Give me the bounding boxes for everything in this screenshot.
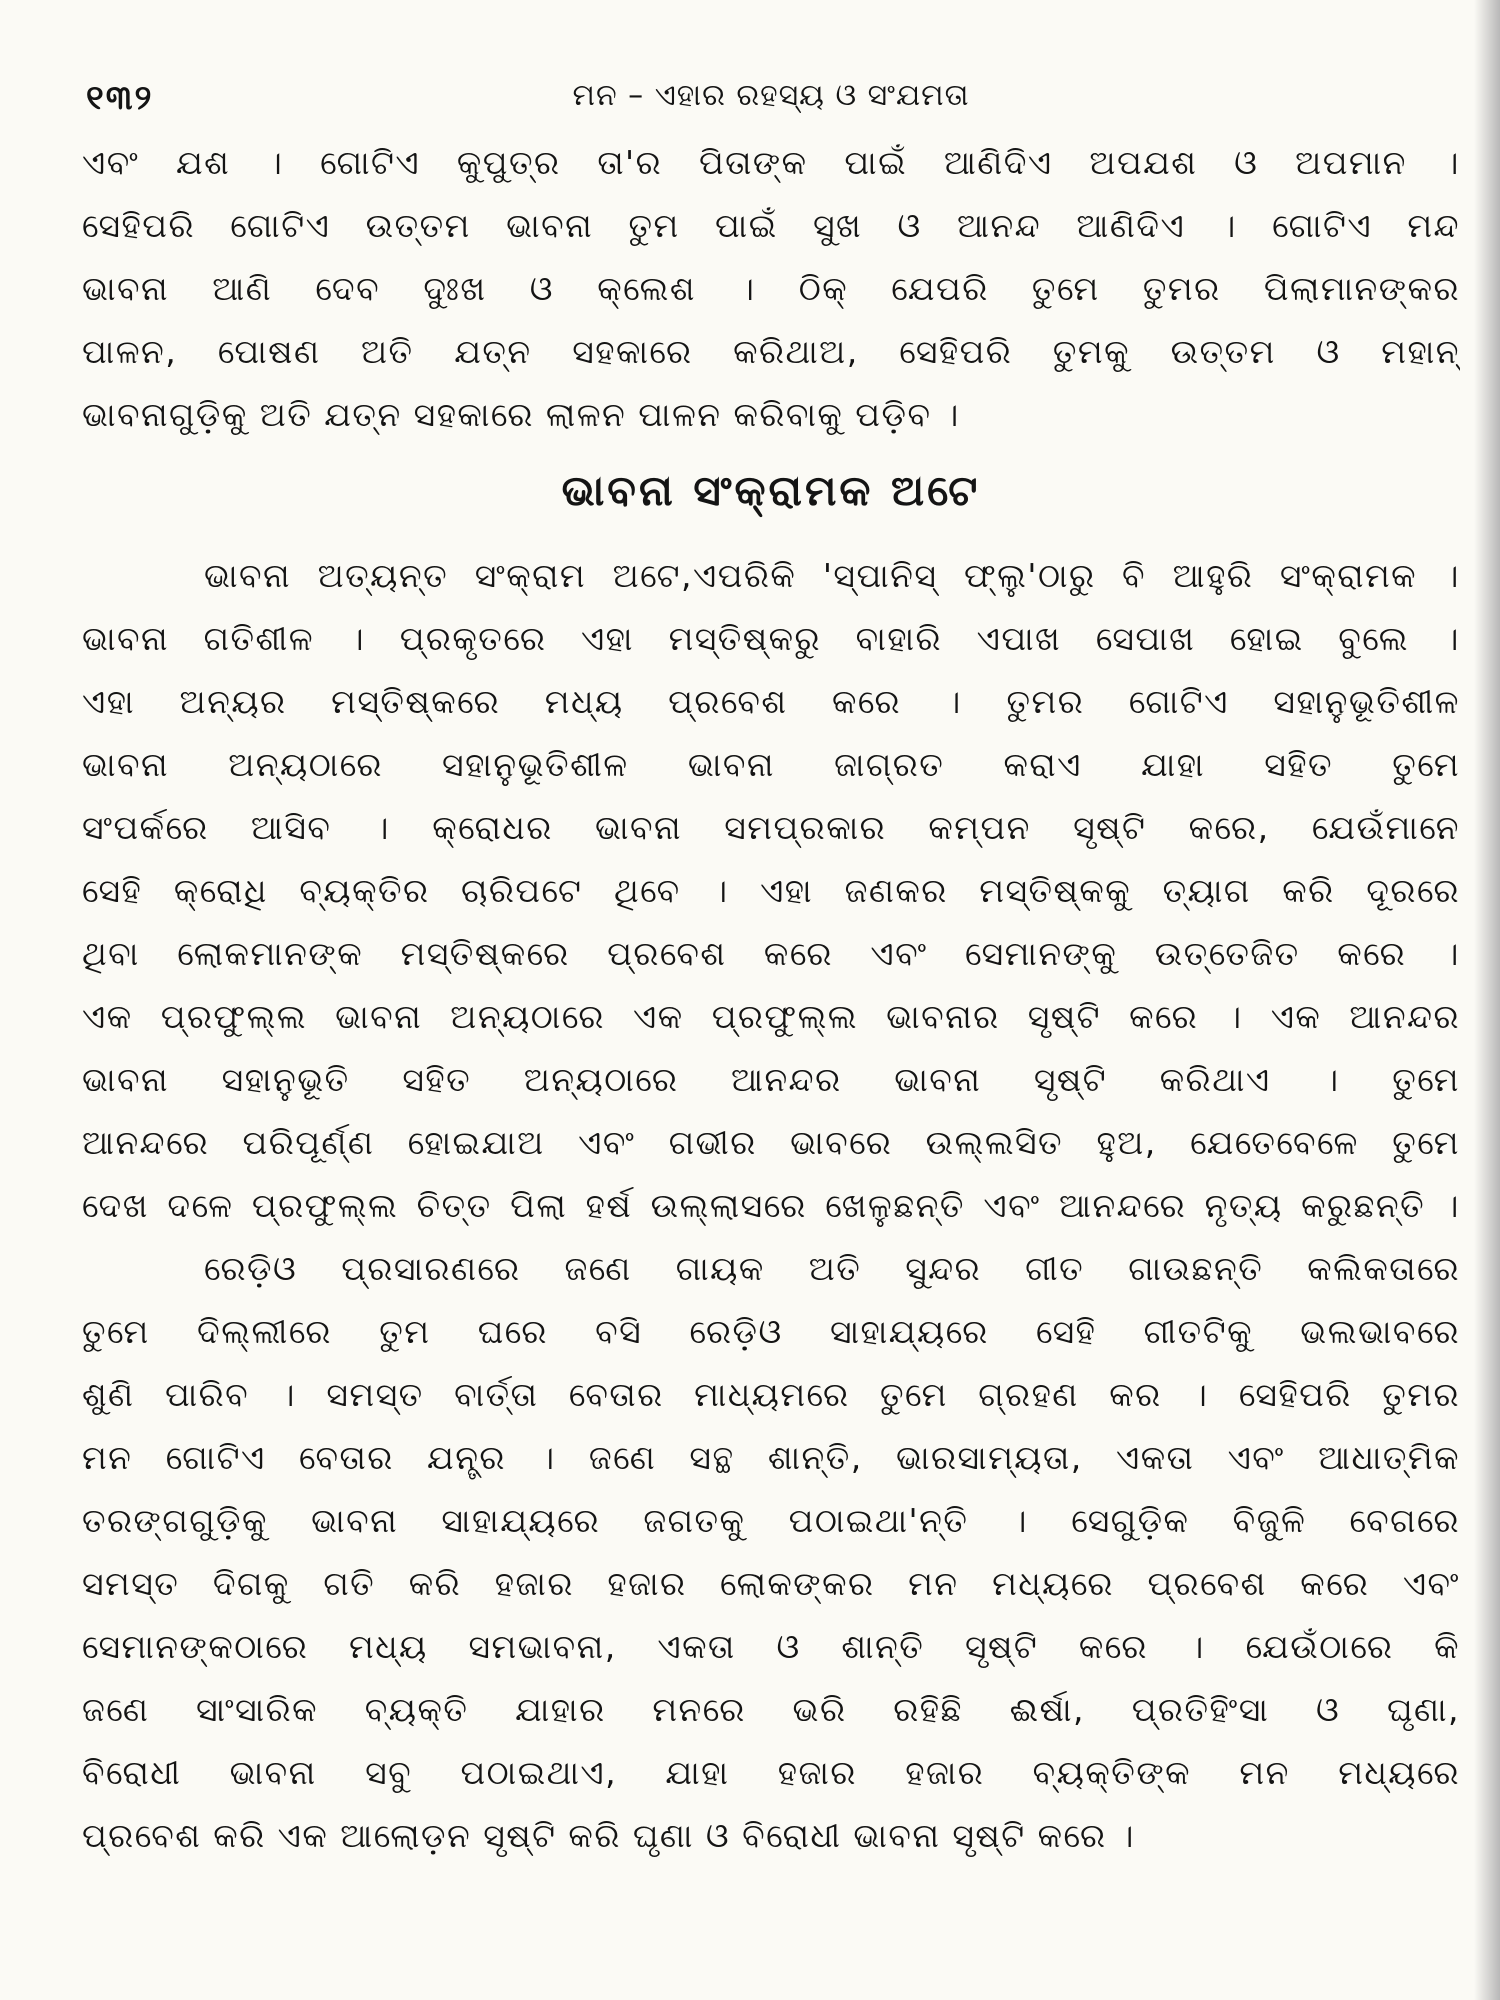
text-line: ଆନନ୍ଦରେ ପରିପୂର୍ଣ୍ଣ ହୋଇଯାଅ ଏବଂ ଗଭୀର ଭାବରେ ଉଲ୍ଲସିତ ହୁଅ, ଯେତେବେଳେ ତୁମେ	[82, 1123, 1460, 1162]
text-line: ସେମାନଙ୍କଠାରେ ମଧ୍ୟ ସମଭାବନା, ଏକତା ଓ ଶାନ୍ତି ସୃଷ୍ଟି କରେ । ଯେଉଁଠାରେ କି	[82, 1627, 1460, 1666]
text-line: ଏକ ପ୍ରଫୁଲ୍ଲ ଭାବନା ଅନ୍ୟଠାରେ ଏକ ପ୍ରଫୁଲ୍ଲ ଭାବନାର ସୃଷ୍ଟି କରେ । ଏକ ଆନନ୍ଦର	[82, 997, 1460, 1036]
page-number: ୧୩୨	[86, 78, 154, 118]
paragraph-1	[82, 553, 1460, 1228]
text-line: ଭାବନା ଅତ୍ୟନ୍ତ ସଂକ୍ରାମ ଅଟେ,ଏପରିକି 'ସ୍ପାନିସ୍ ଫ୍ଲୁ'ଠାରୁ ବି ଆହୁରି ସଂକ୍ରାମକ ।	[204, 556, 1460, 595]
intro-paragraph	[82, 140, 1460, 437]
text-line: ଦେଖ ଦଳେ ପ୍ରଫୁଲ୍ଲ ଚିତ୍ତ ପିଲା ହର୍ଷ ଉଲ୍ଲାସରେ ଖେଳୁଛନ୍ତି ଏବଂ ଆନନ୍ଦରେ ନୃତ୍ୟ କରୁଛନ୍ତି ।	[82, 1186, 1460, 1225]
text-line: ଏବଂ ଯଶ । ଗୋଟିଏ କୁପୁତ୍ର ତା'ର ପିତାଙ୍କ ପାଇଁ ଆଣିଦିଏ ଅପଯଶ ଓ ଅପମାନ ।	[82, 143, 1460, 182]
text-line: ବିରୋଧୀ ଭାବନା ସବୁ ପଠାଇଥାଏ, ଯାହା ହଜାର ହଜାର ବ୍ୟକ୍ତିଙ୍କ ମନ ମଧ୍ୟରେ	[82, 1753, 1460, 1792]
text-line: ତରଙ୍ଗଗୁଡ଼ିକୁ ଭାବନା ସାହାଯ୍ୟରେ ଜଗତକୁ ପଠାଇଥା'ନ୍ତି । ସେଗୁଡ଼ିକ ବିଜୁଳି ବେଗରେ	[82, 1501, 1460, 1540]
text-line: ସେହି କ୍ରୋଧି ବ୍ୟକ୍ତିର ଚାରିପଟେ ଥିବେ । ଏହା ଜଣକର ମସ୍ତିଷ୍କକୁ ତ୍ୟାଗ କରି ଦୂରରେ	[82, 871, 1460, 910]
text-line: ଥିବା ଲୋକମାନଙ୍କ ମସ୍ତିଷ୍କରେ ପ୍ରବେଶ କରେ ଏବଂ ସେମାନଙ୍କୁ ଉତ୍ତେଜିତ କରେ ।	[82, 934, 1460, 973]
text-line: ମନ ଗୋଟିଏ ବେତାର ଯନ୍ତ୍ର । ଜଣେ ସନ୍ଥ ଶାନ୍ତି, ଭାରସାମ୍ୟତା, ଏକତା ଏବଂ ଆଧାତ୍ମିକ	[82, 1438, 1460, 1477]
paragraph-2	[82, 1246, 1460, 1858]
text-line: ପାଳନ, ପୋଷଣ ଅତି ଯତ୍ନ ସହକାରେ କରିଥାଅ, ସେହିପରି ତୁମକୁ ଉତ୍ତମ ଓ ମହାନ୍	[82, 332, 1460, 371]
text-line: ସଂପର୍କରେ ଆସିବ । କ୍ରୋଧର ଭାବନା ସମପ୍ରକାର କମ୍ପନ ସୃଷ୍ଟି କରେ, ଯେଉଁମାନେ	[82, 808, 1460, 847]
running-title: ମନ – ଏହାର ରହସ୍ୟ ଓ ସଂଯମତା	[572, 78, 970, 113]
text-line: ଭାବନାଗୁଡ଼ିକୁ ଅତି ଯତ୍ନ ସହକାରେ ଲାଳନ ପାଳନ କରିବାକୁ ପଡ଼ିବ ।	[82, 395, 960, 434]
section-heading: ଭାବନା ସଂକ୍ରାମକ ଅଟେ	[561, 466, 981, 515]
text-line: ଭାବନା ଗତିଶୀଳ । ପ୍ରକୃତରେ ଏହା ମସ୍ତିଷ୍କରୁ ବାହାରି ଏପାଖ ସେପାଖ ହୋଇ ବୁଲେ ।	[82, 619, 1460, 658]
text-line: ଜଣେ ସାଂସାରିକ ବ୍ୟକ୍ତି ଯାହାର ମନରେ ଭରି ରହିଛି ଈର୍ଷା, ପ୍ରତିହିଂସା ଓ ଘୃଣା,	[82, 1690, 1460, 1729]
page-edge-shadow	[1474, 0, 1500, 2000]
text-line: ତୁମେ ଦିଲ୍ଲୀରେ ତୁମ ଘରେ ବସି ରେଡ଼ିଓ ସାହାଯ୍ୟରେ ସେହି ଗୀତଟିକୁ ଭଲଭାବରେ	[82, 1312, 1460, 1351]
text-line: ପ୍ରବେଶ କରି ଏକ ଆଲୋଡ଼ନ ସୃଷ୍ଟି କରି ଘୃଣା ଓ ବିରୋଧୀ ଭାବନା ସୃଷ୍ଟି କରେ ।	[82, 1816, 1135, 1855]
text-line: ସମସ୍ତ ଦିଗକୁ ଗତି କରି ହଜାର ହଜାର ଲୋକଙ୍କର ମନ ମଧ୍ୟରେ ପ୍ରବେଶ କରେ ଏବଂ	[82, 1564, 1460, 1603]
text-line: ରେଡ଼ିଓ ପ୍ରସାରଣରେ ଜଣେ ଗାୟକ ଅତି ସୁନ୍ଦର ଗୀତ ଗାଉଛନ୍ତି କଲିକତାରେ	[204, 1249, 1460, 1288]
text-line: ସେହିପରି ଗୋଟିଏ ଉତ୍ତମ ଭାବନା ତୁମ ପାଇଁ ସୁଖ ଓ ଆନନ୍ଦ ଆଣିଦିଏ । ଗୋଟିଏ ମନ୍ଦ	[82, 206, 1460, 245]
text-line: ଶୁଣି ପାରିବ । ସମସ୍ତ ବାର୍ତ୍ତା ବେତାର ମାଧ୍ୟମରେ ତୁମେ ଗ୍ରହଣ କର । ସେହିପରି ତୁମର	[82, 1375, 1460, 1414]
text-line: ଭାବନା ଆଣି ଦେବ ଦୁଃଖ ଓ କ୍ଲେଶ । ଠିକ୍ ଯେପରି ତୁମେ ତୁମର ପିଲାମାନଙ୍କର	[82, 269, 1460, 308]
text-line: ଏହା ଅନ୍ୟର ମସ୍ତିଷ୍କରେ ମଧ୍ୟ ପ୍ରବେଶ କରେ । ତୁମର ଗୋଟିଏ ସହାନୁଭୂତିଶୀଳ	[82, 682, 1460, 721]
text-line: ଭାବନା ଅନ୍ୟଠାରେ ସହାନୁଭୂତିଶୀଳ ଭାବନା ଜାଗ୍ରତ କରାଏ ଯାହା ସହିତ ତୁମେ	[82, 745, 1460, 784]
text-line: ଭାବନା ସହାନୁଭୂତି ସହିତ ଅନ୍ୟଠାରେ ଆନନ୍ଦର ଭାବନା ସୃଷ୍ଟି କରିଥାଏ । ତୁମେ	[82, 1060, 1460, 1099]
running-header	[82, 78, 1460, 136]
